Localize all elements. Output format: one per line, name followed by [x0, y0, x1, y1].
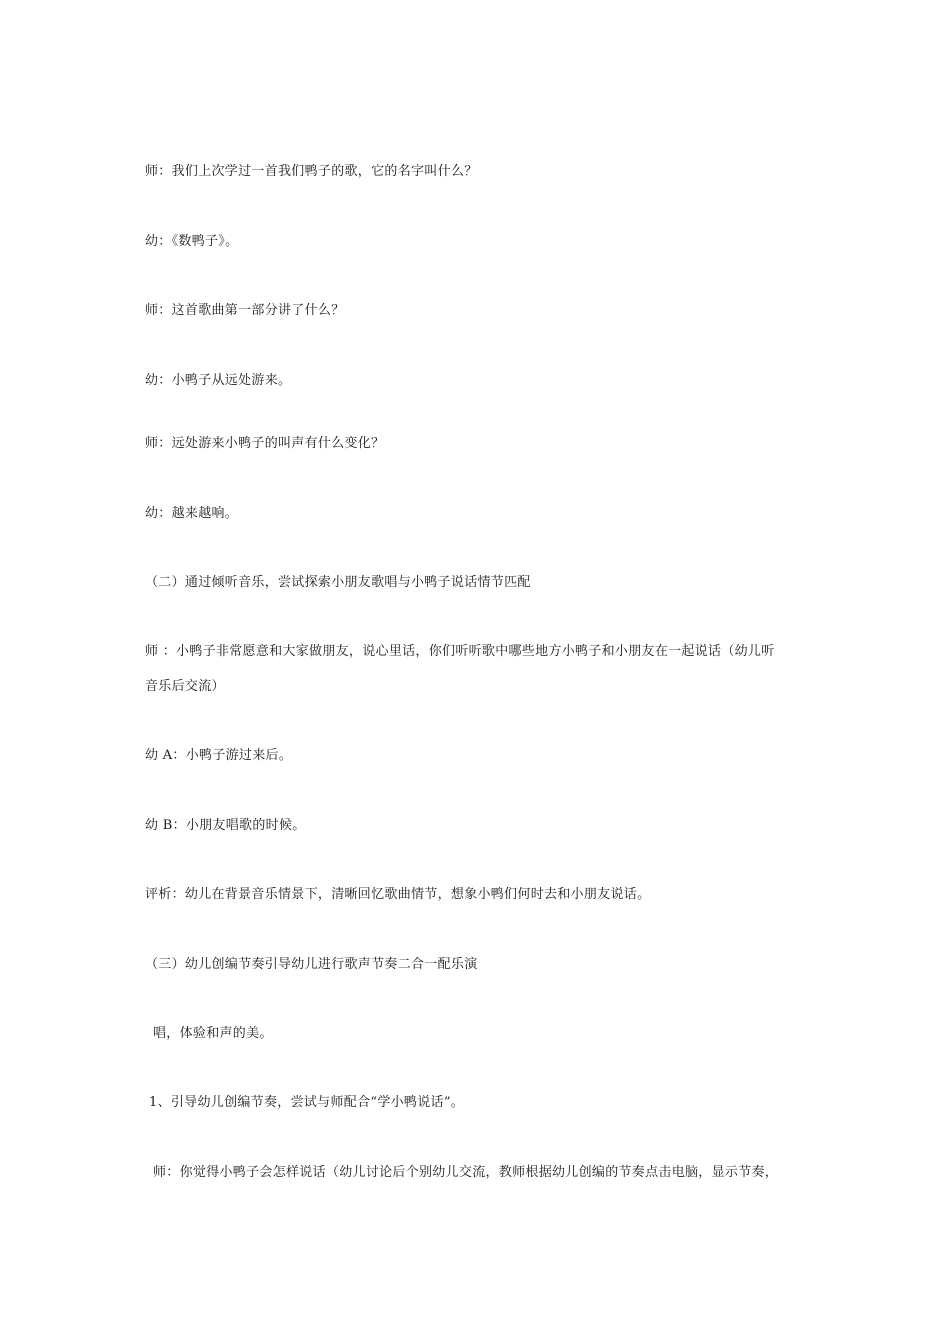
commentary-paragraph: 评析：幼儿在背景音乐情景下，清晰回忆歌曲情节，想象小鸭们何时去和小朋友说话。 [145, 887, 651, 902]
dialogue-teacher-question-part-one: 师：这首歌曲第一部分讲了什么？ [145, 303, 345, 318]
dialogue-teacher-question-song-name: 师：我们上次学过一首我们鸭子的歌，它的名字叫什么？ [145, 164, 478, 179]
dialogue-child-answer-part-one: 幼：小鸭子从远处游来。 [145, 373, 292, 388]
section-heading-two: （二）通过倾听音乐，尝试探索小朋友歌唱与小鸭子说话情节匹配 [145, 575, 531, 590]
dialogue-teacher-rhythm-prompt: 师：你觉得小鸭子会怎样说话（幼儿讨论后个别幼儿交流，教师根据幼儿创编的节奏点击电脑，显示节奏， [153, 1165, 779, 1180]
dialogue-child-a: 幼 A：小鸭子游过来后。 [145, 748, 293, 763]
dialogue-teacher-question-sound: 师：远处游来小鸭子的叫声有什么变化？ [145, 436, 385, 451]
dialogue-teacher-prompt-line-1: 师 ：小鸭子非常愿意和大家做朋友，说心里话，你们听听歌中哪些地方小鸭子和小朋友在一起说话（幼儿听 [145, 644, 775, 659]
dialogue-child-answer-song-name: 幼：《数鸭子》。 [145, 234, 239, 249]
dialogue-child-b: 幼 B：小朋友唱歌的时候。 [145, 818, 306, 833]
step-one-heading: 1、引导幼儿创编节奏，尝试与师配合“学小鸭说话”。 [149, 1095, 465, 1110]
section-heading-three-continued: 唱，体验和声的美。 [153, 1026, 273, 1041]
dialogue-child-answer-sound: 幼：越来越响。 [145, 506, 239, 521]
section-heading-three: （三）幼儿创编节奏引导幼儿进行歌声节奏二合一配乐演 [145, 957, 478, 972]
dialogue-teacher-prompt-line-2: 音乐后交流） [145, 679, 225, 694]
